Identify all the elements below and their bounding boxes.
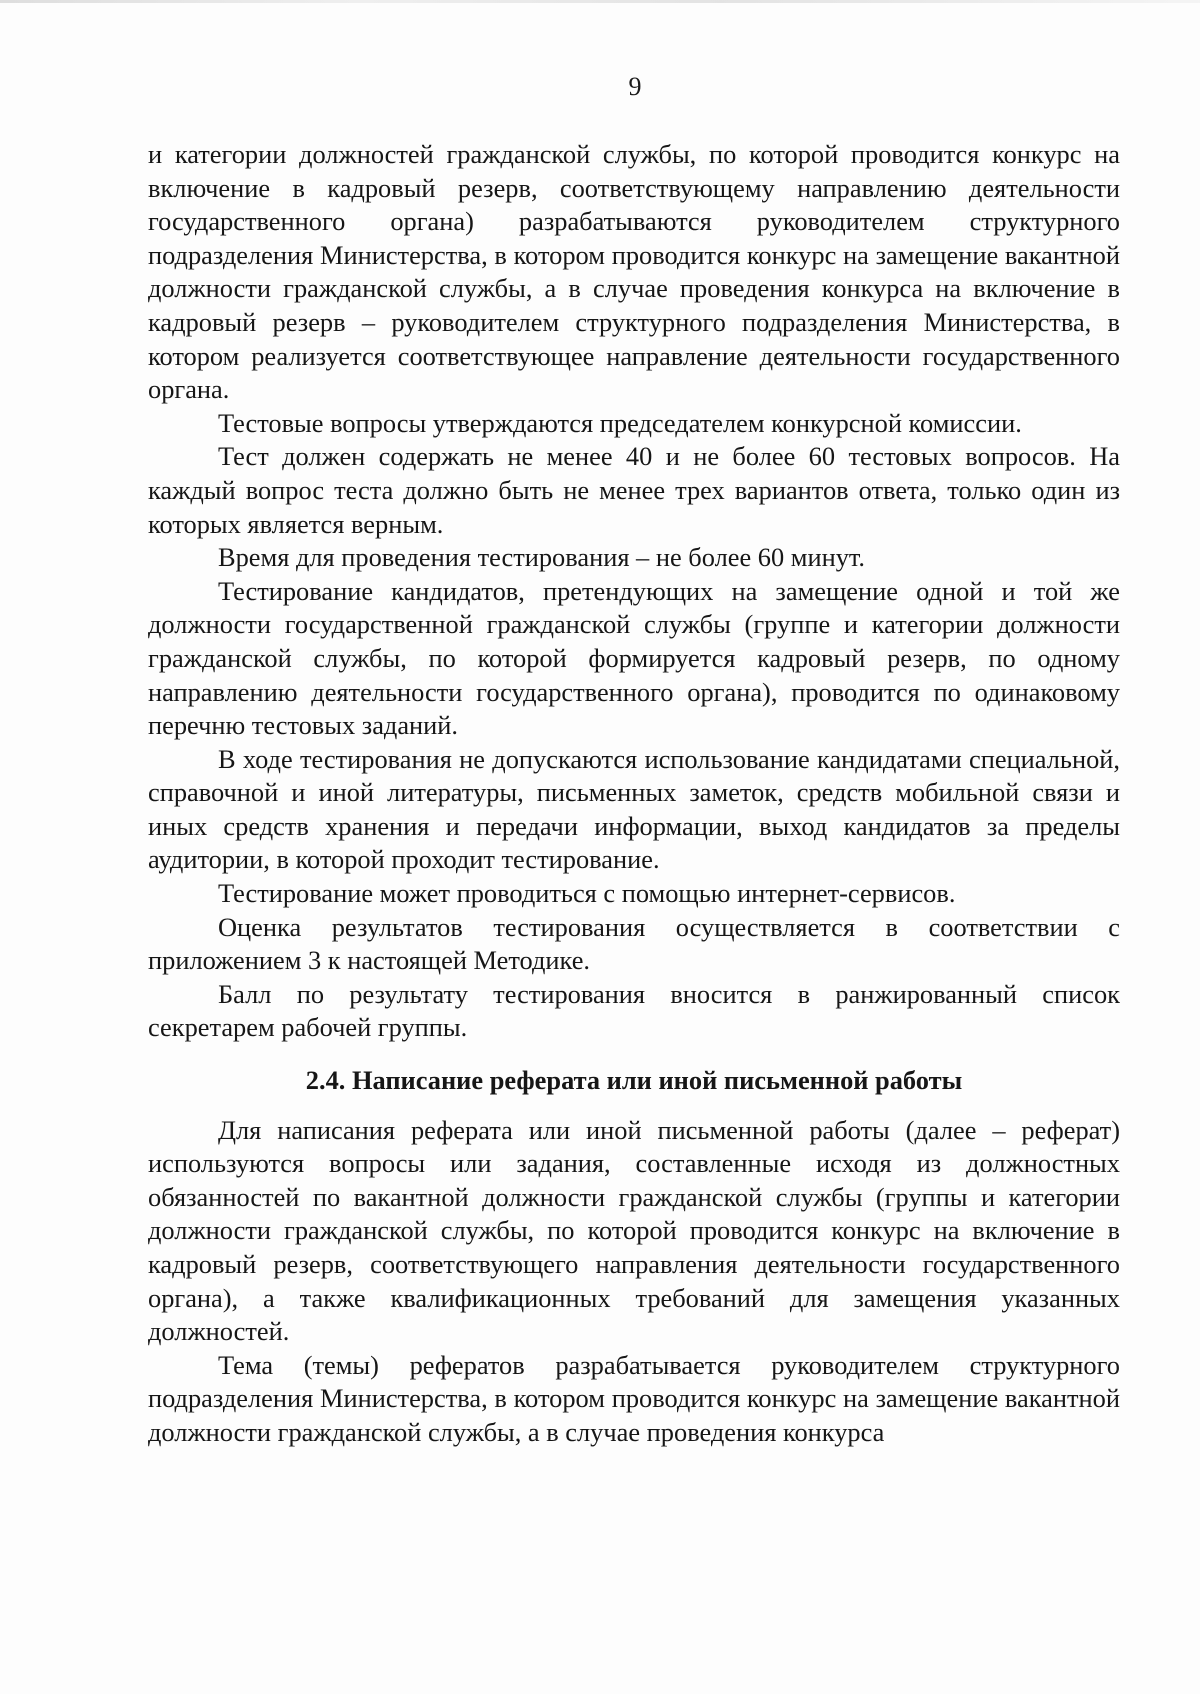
page-number: 9 bbox=[628, 72, 642, 101]
paragraph: Время для проведения тестирования – не более 60 минут. bbox=[218, 542, 866, 573]
document-body bbox=[148, 138, 1120, 1450]
paragraph: Тема (темы) рефератов разрабатывается руководителем структурного подразделения Министерства, в котором проводится конкурс на замещение вакантной должности гражданской службы, а в случае проведения конкурса bbox=[148, 1349, 1120, 1447]
paragraph-continuation: и категории должностей гражданской службы, по которой проводится конкурс на включение в кадровый резерв, соответствующему направлению деятельности государственного органа) разрабатываются руководителем структурного подразделения Министерства, в котором проводится конкурс на замещение вакантной должности гражданской службы, а в случае проведения конкурса на включение в кадровый резерв – руководителем структурного подразделения Министерства, в котором реализуется соответствующее направление деятельности государственного органа. bbox=[148, 139, 1120, 405]
paragraph: Балл по результату тестирования вносится в ранжированный список секретарем рабочей группы. bbox=[148, 978, 1120, 1043]
scan-edge bbox=[0, 0, 1200, 3]
paragraph: Для написания реферата или иной письменной работы (далее – реферат) используются вопросы или задания, составленные исходя из должностных обязанностей по вакантной должности гражданской службы (группы и категории должности гражданской службы, по которой проводится конкурс на включение в кадровый резерв, соответствующего направления деятельности государственного органа), а также квалификационных требований для замещения указанных должностей. bbox=[148, 1114, 1120, 1347]
paragraph: В ходе тестирования не допускаются использование кандидатами специальной, справочной и иной литературы, письменных заметок, средств мобильной связи и иных средств хранения и передачи информации, выход кандидатов за пределы аудитории, в которой проходит тестирование. bbox=[148, 743, 1120, 875]
paragraph: Тестирование может проводиться с помощью интернет-сервисов. bbox=[218, 878, 956, 909]
paragraph: Оценка результатов тестирования осуществляется в соответствии с приложением 3 к настоящей Методике. bbox=[148, 911, 1120, 976]
paragraph: Тест должен содержать не менее 40 и не более 60 тестовых вопросов. На каждый вопрос теста должно быть не менее трех вариантов ответа, только один из которых является верным. bbox=[148, 441, 1120, 539]
section-heading: 2.4. Написание реферата или иной письменной работы bbox=[305, 1065, 963, 1096]
paragraph: Тестовые вопросы утверждаются председателем конкурсной комиссии. bbox=[218, 407, 1022, 438]
paragraph: Тестирование кандидатов, претендующих на замещение одной и той же должности государственной гражданской службы (группе и категории должности гражданской службы, по которой формируется кадровый резерв, по одному направлению деятельности государственного органа), проводится по одинаковому перечню тестовых заданий. bbox=[148, 575, 1120, 741]
